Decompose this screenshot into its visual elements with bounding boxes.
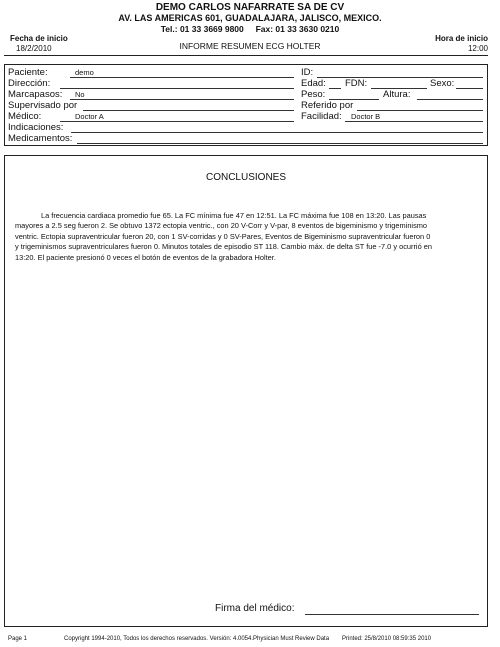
supervised-by-line: [83, 110, 294, 111]
start-date-value: 18/2/2010: [16, 44, 52, 53]
physician-value: Doctor A: [75, 112, 104, 121]
conclusions-text: La frecuencia cardiaca promedio fue 65. La FC mínima fue 47 en 12:51. La FC máxima fue 108 en 13:20. Las pausas mayores a 2.5 seg fueron 2. Se obtuvo 1372 ectopia ventric., con 20 V-Corr y V-par, 8 eventos de bigeminismo y trigeminismo ventric. Ectopia supraventricular fueron 20, con 1 SV-corridas y 0 SV-Pares, Eventos de Bigeminismo supraventricular fueron 0 y trigeminismos supraventriculares fueron 0. Minutos totales de episodio ST 118. Cambio máx. de delta ST fue -7.0 y ocurrió en 13:20. El paciente presionó 0 veces el botón de eventos de la grabadora Holter.: [15, 211, 432, 262]
patient-height-line: [417, 99, 483, 100]
patient-pacemaker-line: [70, 99, 294, 100]
header-divider: [4, 55, 488, 56]
conclusions-box: [4, 155, 488, 627]
company-name: DEMO CARLOS NAFARRATE SA DE CV: [155, 2, 345, 13]
conclusions-title: CONCLUSIONES: [205, 172, 286, 183]
patient-name-label: Paciente:: [8, 67, 48, 78]
medications-line: [77, 143, 483, 144]
patient-dob-label: FDN:: [345, 78, 368, 89]
start-time-label: Hora de inicio: [435, 34, 488, 43]
medications-label: Medicamentos:: [8, 133, 73, 144]
patient-weight-label: Peso:: [301, 89, 326, 100]
facility-line: [345, 121, 483, 122]
report-title: INFORME RESUMEN ECG HOLTER: [179, 41, 321, 51]
patient-pacemaker-value: No: [75, 90, 85, 99]
patient-age-line: [329, 88, 341, 89]
footer-copyright: Copyright 1994-2010, Todos los derechos reservados. Versión: 4.0054.Physician Must Review Data: [64, 636, 330, 642]
patient-sex-line: [456, 88, 483, 89]
footer-printed: Printed: 25/8/2010 08:59:35 2010: [342, 636, 432, 642]
signature-label: Firma del médico:: [215, 603, 295, 614]
patient-id-line: [317, 77, 483, 78]
company-phones: Tel.: 01 33 3669 9800 Fax: 01 33 3630 0210: [160, 24, 340, 34]
physician-line: [60, 121, 294, 122]
patient-sex-label: Sexo:: [430, 78, 455, 89]
indications-line: [71, 132, 483, 133]
footer-page: Page 1: [8, 636, 28, 642]
patient-info-box: [4, 64, 488, 146]
patient-name-line: [70, 77, 294, 78]
start-time-value: 12:00: [467, 44, 488, 53]
indications-label: Indicaciones:: [8, 122, 64, 133]
start-date-label: Fecha de inicio: [10, 34, 68, 43]
signature-line: [305, 614, 479, 615]
patient-address-line: [60, 88, 294, 89]
facility-value: Doctor B: [351, 112, 381, 121]
patient-id-label: ID:: [301, 67, 314, 78]
patient-name-value: demo: [75, 68, 94, 77]
patient-height-label: Altura:: [383, 89, 411, 100]
patient-pacemaker-label: Marcapasos:: [8, 89, 63, 100]
physician-label: Médico:: [8, 111, 42, 122]
referred-by-label: Referido por: [301, 100, 354, 111]
patient-age-label: Edad:: [301, 78, 326, 89]
supervised-by-label: Supervisado por: [8, 100, 78, 111]
company-address: AV. LAS AMERICAS 601, GUADALAJARA, JALISCO, MEXICO.: [118, 13, 382, 23]
referred-by-line: [357, 110, 483, 111]
facility-label: Facilidad:: [301, 111, 342, 122]
patient-address-label: Dirección:: [8, 78, 51, 89]
